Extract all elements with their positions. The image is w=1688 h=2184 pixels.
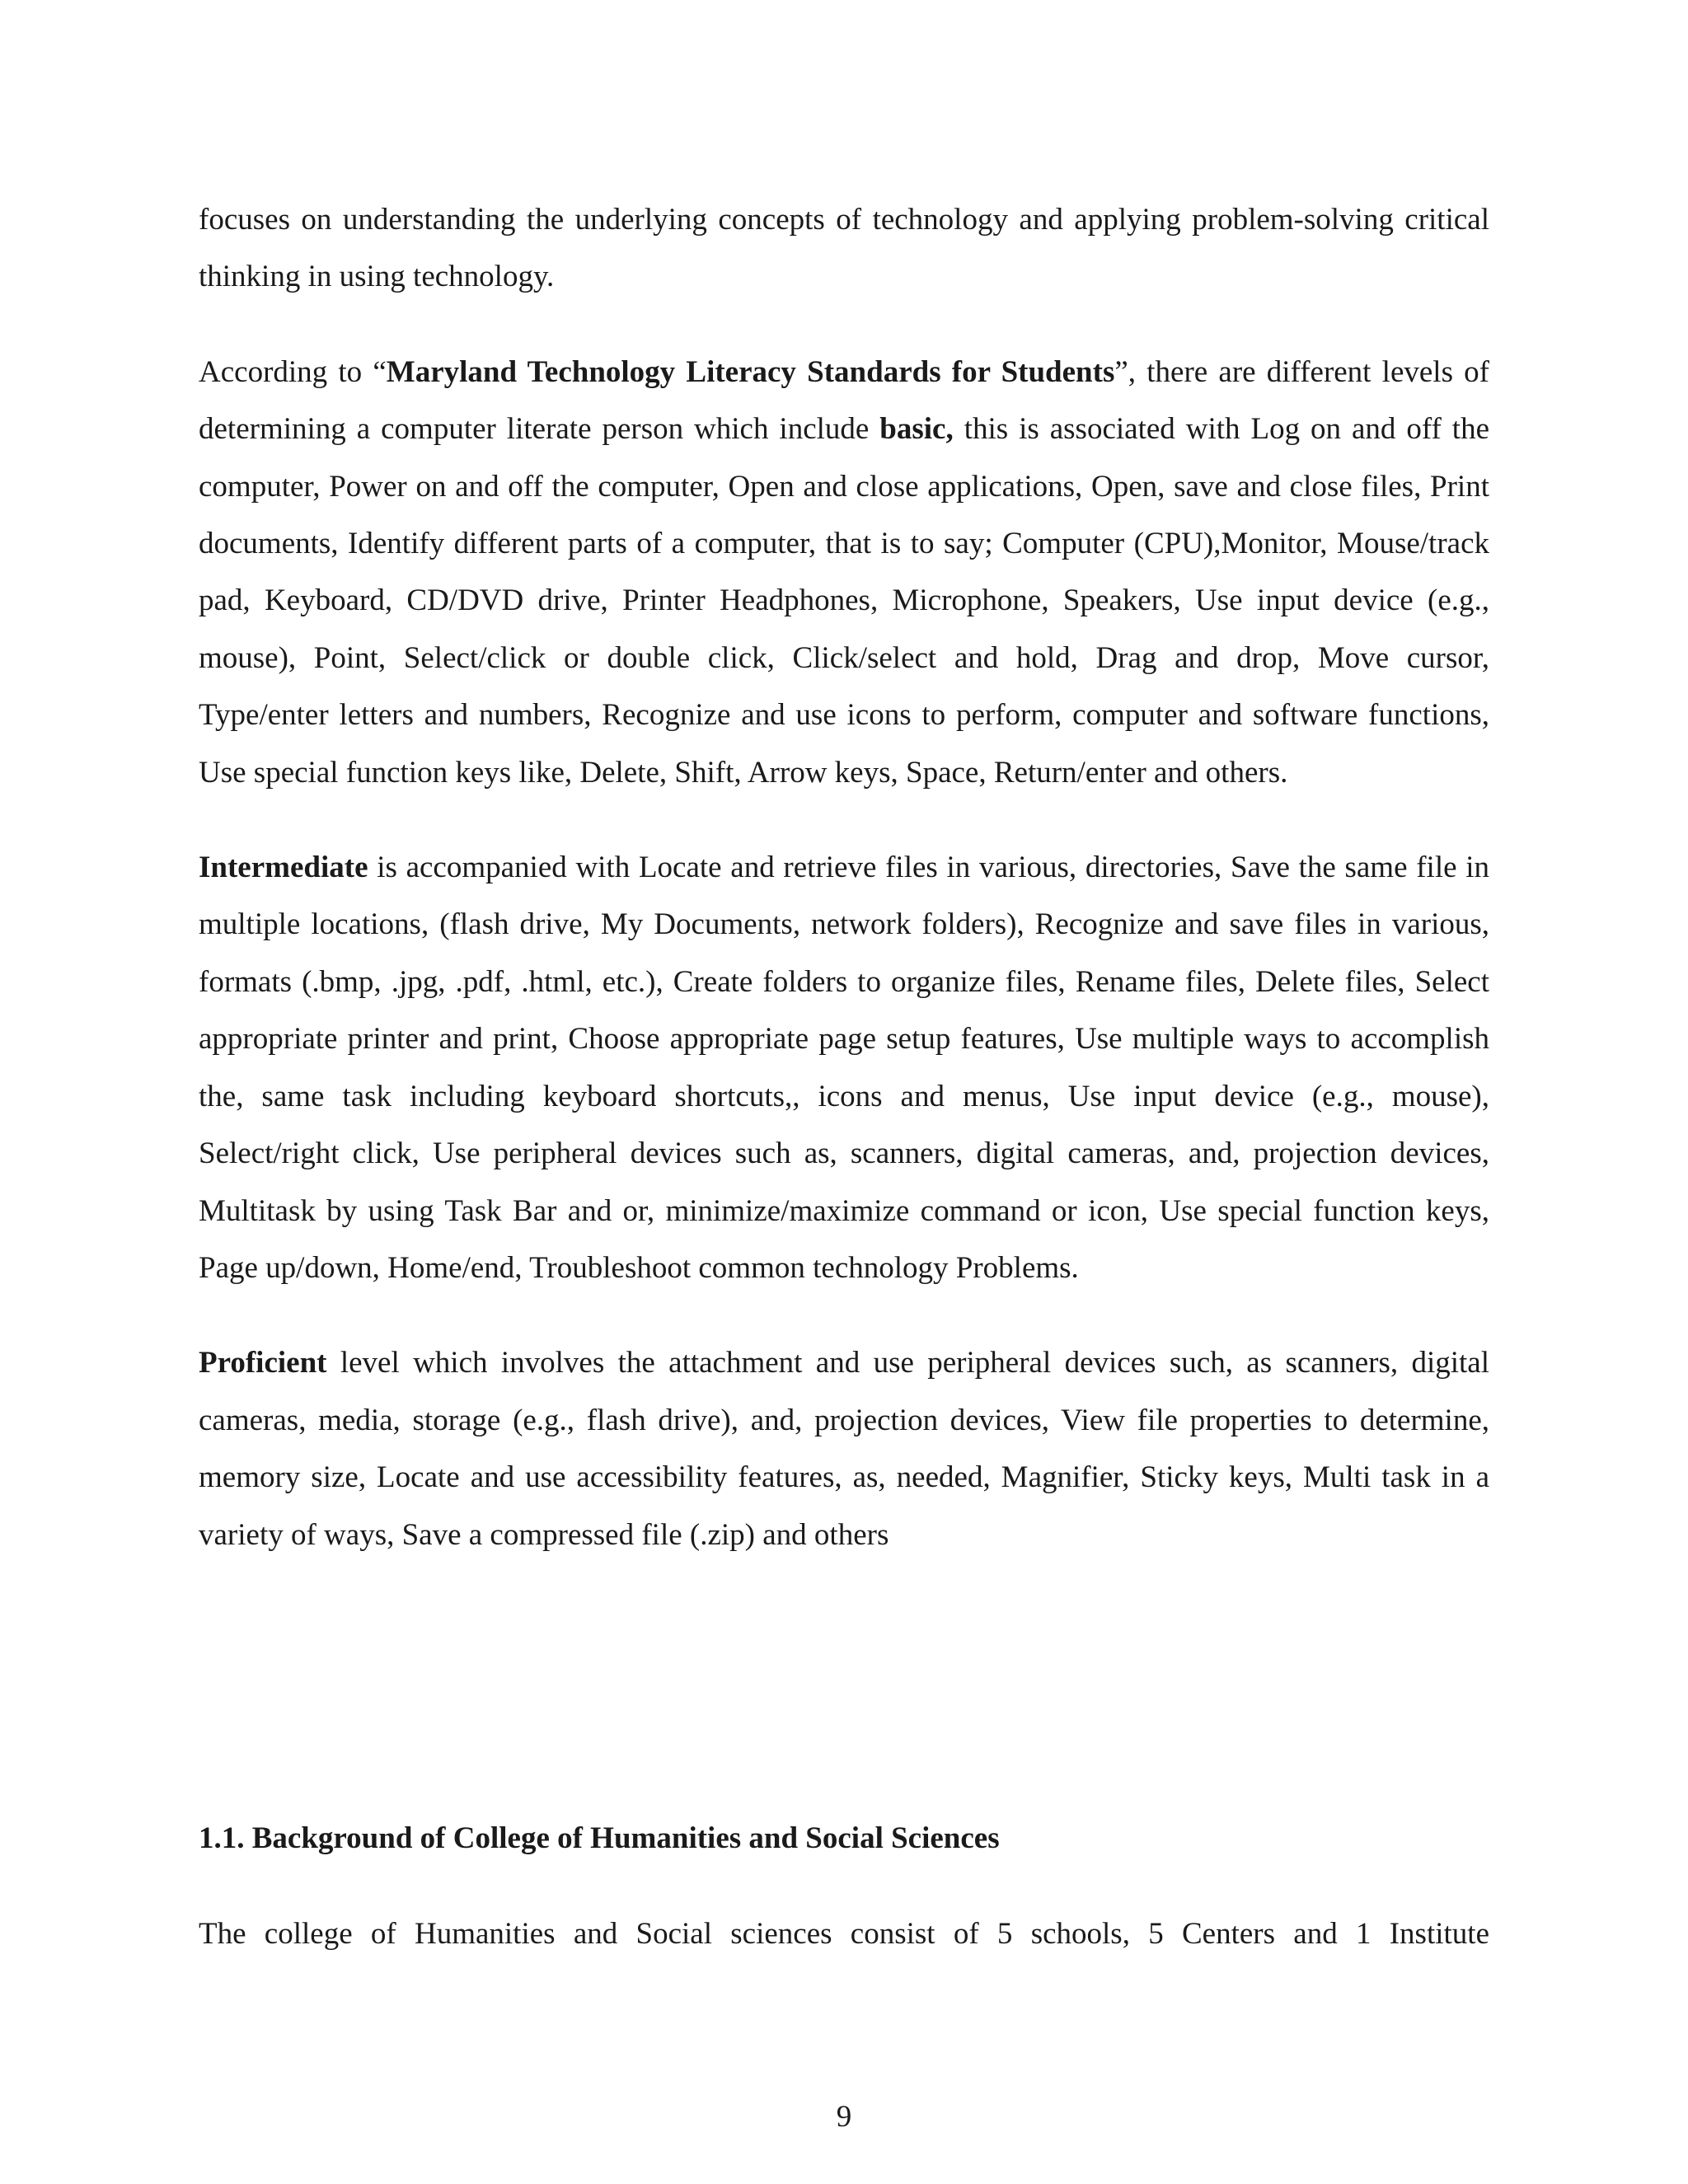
basic-middle: ”, there are different levels of determining a computer literate person which include xyxy=(199,354,1490,447)
section-heading: 1.1. Background of College of Humanities and Social Sciences xyxy=(199,1821,1000,1855)
paragraph-intro xyxy=(199,191,1489,306)
document-body xyxy=(199,191,1489,1563)
standard-name: Maryland Technology Literacy Standards for Students xyxy=(386,354,1115,389)
basic-prefix: According to “ xyxy=(199,354,387,389)
closing-line: The college of Humanities and Social sciences consist of 5 schools, 5 Centers and 1 Institute xyxy=(199,1917,1489,1951)
paragraph-basic-level xyxy=(199,344,1489,801)
proficient-level-term: Proficient xyxy=(199,1346,327,1380)
paragraph-intro-text: focuses on understanding the underlying concepts of technology and applying problem-solving critical thinking in using technology. xyxy=(199,203,1489,294)
basic-body: this is associated with Log on and off the computer, Power on and off the computer, Open and close applications, Open, save and close files, Print documents, Identify different parts of a computer, that is to say; Computer (CPU),Monitor, Mouse/track pad, Keyboard, CD/DVD drive, Printer Headphones, Microphone, Speakers, Use input device (e.g., mouse), Point, Select/click or double click, Click/select and hold, Drag and drop, Move cursor, Type/enter letters and numbers, Recognize and use icons to perform, computer and software functions, Use special function keys like, Delete, Shift, Arrow keys, Space, Return/enter and others. xyxy=(199,412,1489,790)
proficient-body: level which involves the attachment and use peripheral devices such, as scanners, digital cameras, media, storage (e.g., flash drive), and, projection devices, View file properties to determine, memory size, Locate and use accessibility features, as, needed, Magnifier, Sticky keys, Multi task in a variety of ways, Save a compressed file (.zip) and others xyxy=(199,1346,1489,1552)
paragraph-proficient-level xyxy=(199,1334,1489,1563)
page-number: 9 xyxy=(836,2100,852,2134)
basic-level-term: basic, xyxy=(879,412,954,447)
intermediate-level-term: Intermediate xyxy=(199,851,368,885)
paragraph-intermediate-level xyxy=(199,839,1489,1296)
intermediate-body: is accompanied with Locate and retrieve files in various, directories, Save the same file in multiple locations, (flash drive, My Documents, network folders), Recognize and save files in various, formats (.bmp, .jpg, .pdf, .html, etc.), Create folders to organize files, Rename files, Delete files, Select appropriate printer and print, Choose appropriate page setup features, Use multiple ways to accomplish the, same task including keyboard shortcuts,, icons and menus, Use input device (e.g., mouse), Select/right click, Use peripheral devices such as, scanners, digital cameras, and, projection devices, Multitask by using Task Bar and or, minimize/maximize command or icon, Use special function keys, Page up/down, Home/end, Troubleshoot common technology Problems. xyxy=(199,851,1489,1285)
